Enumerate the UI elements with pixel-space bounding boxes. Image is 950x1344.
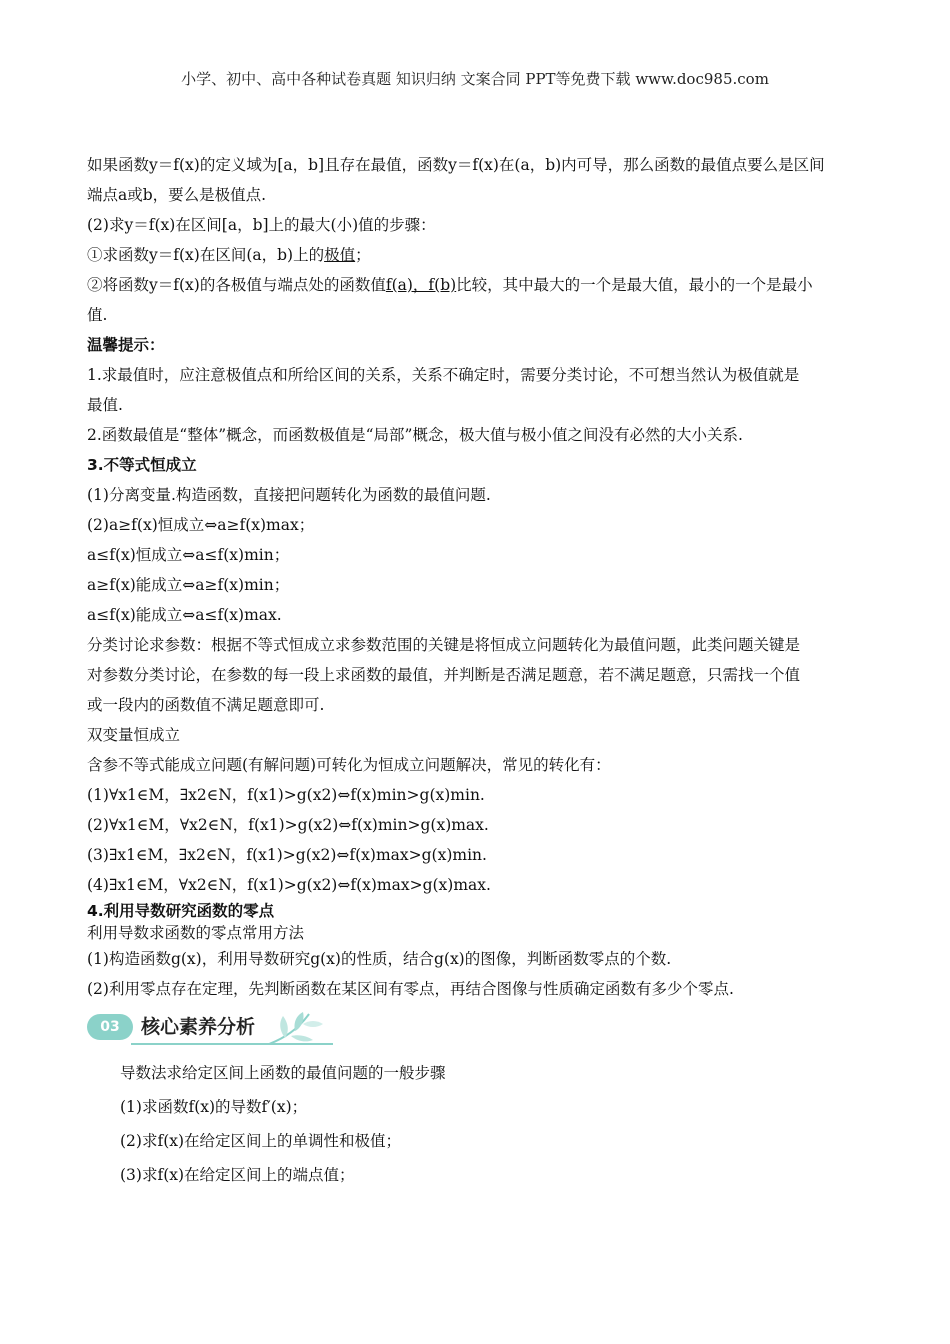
underlined-answer: f(a)，f(b) [385,276,457,294]
section-title: 4.利用导数研究函数的零点 [87,902,275,920]
tip-line: 最值. [87,396,123,414]
text-line: (4)∃x1∈M，∀x2∈N，f(x1)>g(x2)⇔f(x)max>g(x)max. [87,876,491,894]
analysis-line: (1)求函数f(x)的导数f′(x)； [120,1098,308,1116]
text-line: a≥f(x)能成立⇔a≥f(x)min； [87,576,290,594]
underlined-answer: 极值 [324,246,356,264]
text-line: a≤f(x)恒成立⇔a≤f(x)min； [87,546,290,564]
leaf-icon [265,1010,335,1046]
text-line: (2)a≥f(x)恒成立⇔a≥f(x)max； [87,516,315,534]
banner-title: 核心素养分析 [141,1016,256,1038]
tip-line: 1.求最值时，应注意极值点和所给区间的关系，关系不确定时，需要分类讨论，不可想当然认为极值就是 [87,366,800,384]
text-line: (1)分离变量.构造函数，直接把问题转化为函数的最值问题. [87,486,491,504]
text-line: 值. [87,306,108,324]
text-line: 分类讨论求参数：根据不等式恒成立求参数范围的关键是将恒成立问题转化为最值问题，此类问题关键是 [87,636,801,654]
document-body [87,150,865,1192]
analysis-line: (3)求f(x)在给定区间上的端点值； [120,1166,355,1184]
text-line: 利用导数求函数的零点常用方法 [87,924,305,942]
analysis-line: (2)求f(x)在给定区间上的单调性和极值； [120,1132,402,1150]
text-line [87,270,865,300]
text-line: 对参数分类讨论，在参数的每一段上求函数的最值，并判断是否满足题意，若不满足题意，只需找一个值 [87,666,801,684]
text-line: 如果函数y＝f(x)的定义域为[a，b]且存在最值，函数y＝f(x)在(a，b)内可导，那么函数的最值点要么是区间 [87,156,825,174]
section-number-badge: 03 [87,1014,133,1040]
text-segment: 比较，其中最大的一个是最大值，最小的一个是最小 [456,276,813,294]
text-line: 双变量恒成立 [87,726,181,744]
tip-line: 2.函数最值是“整体”概念，而函数极值是“局部”概念，极大值与极小值之间没有必然的大小关系. [87,426,743,444]
text-line: 或一段内的函数值不满足题意即可. [87,696,325,714]
text-line: (1)构造函数g(x)，利用导数研究g(x)的性质，结合g(x)的图像，判断函数零点的个数. [87,950,672,968]
text-line: 含参不等式能成立问题(有解问题)可转化为恒成立问题解决，常见的转化有： [87,756,611,774]
text-line [87,240,865,270]
text-segment: ②将函数y＝f(x)的各极值与端点处的函数值 [87,276,386,294]
text-line: 端点a或b，要么是极值点. [87,186,267,204]
section-banner [87,1010,865,1048]
text-line: (2)利用零点存在定理，先判断函数在某区间有零点，再结合图像与性质确定函数有多少个零点. [87,980,734,998]
text-line: (1)∀x1∈M，∃x2∈N，f(x1)>g(x2)⇔f(x)min>g(x)min. [87,786,485,804]
section-title: 3.不等式恒成立 [87,456,197,474]
text-line: (2)求y＝f(x)在区间[a，b]上的最大(小)值的步骤： [87,216,436,234]
text-line: a≤f(x)能成立⇔a≤f(x)max. [87,606,282,624]
text-line: (3)∃x1∈M，∃x2∈N，f(x1)>g(x2)⇔f(x)max>g(x)min. [87,846,487,864]
analysis-line: 导数法求给定区间上函数的最值问题的一般步骤 [120,1064,446,1082]
text-segment: ①求函数y＝f(x)在区间(a，b)上的 [87,246,325,264]
tip-title: 温馨提示： [87,336,165,354]
page-header: 小学、初中、高中各种试卷真题 知识归纳 文案合同 PPT等免费下载 www.doc985.com [181,70,769,88]
text-segment: ； [355,246,371,264]
text-line: (2)∀x1∈M，∀x2∈N，f(x1)>g(x2)⇔f(x)min>g(x)max. [87,816,489,834]
